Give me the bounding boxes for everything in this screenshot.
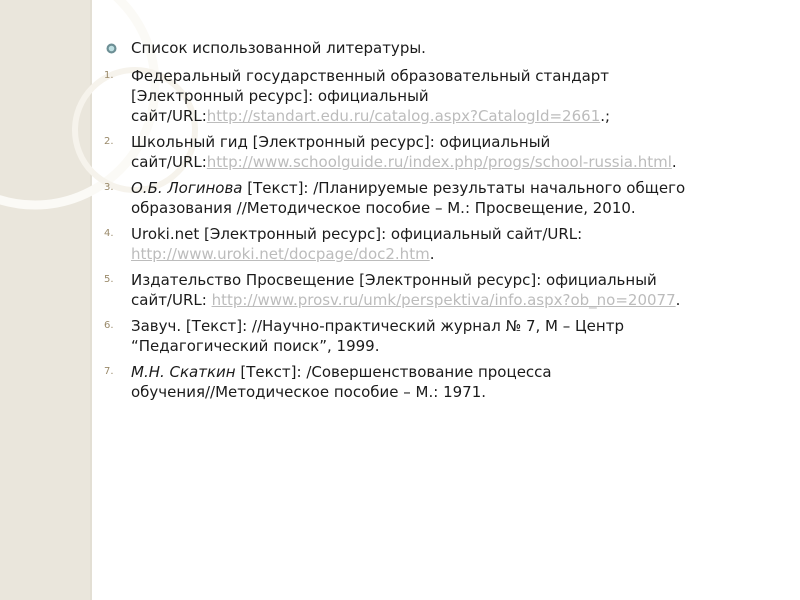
list-item-number: 6.	[104, 320, 114, 331]
list-item-text: сайт/URL:	[131, 291, 212, 309]
list-item-number: 5.	[104, 274, 114, 285]
list-item-text: Uroki.net [Электронный ресурс]: официальный сайт/URL:	[131, 225, 583, 243]
list-item	[104, 178, 754, 218]
list-item-suffix: .	[429, 245, 435, 263]
list-item-author: М.Н. Скаткин	[131, 363, 236, 381]
list-item-text: образования //Методическое пособие – М.: Просвещение, 2010.	[131, 199, 636, 217]
list-item	[104, 316, 754, 356]
list-item-text: “Педагогический поиск”, 1999.	[131, 337, 380, 355]
list-item-text: [Текст]: /Совершенствование процесса	[235, 363, 552, 381]
list-item-number: 3.	[104, 182, 114, 193]
list-item-text: Издательство Просвещение [Электронный ресурс]: официальный	[131, 271, 657, 289]
list-item	[104, 132, 754, 172]
list-item-number: 7.	[104, 366, 114, 377]
list-item-text: [Электронный ресурс]: официальный	[131, 87, 429, 105]
list-item-suffix: .	[675, 291, 681, 309]
list-item-number: 1.	[104, 70, 114, 81]
circle-bullet-icon	[106, 43, 117, 54]
list-item-suffix: .;	[600, 107, 611, 125]
list-item	[104, 66, 754, 126]
list-item	[104, 224, 754, 264]
list-item-text: сайт/URL:	[131, 153, 207, 171]
list-item-text: сайт/URL:	[131, 107, 207, 125]
reference-link[interactable]: http://www.prosv.ru/umk/perspektiva/info.aspx?ob_no=20077	[211, 291, 676, 309]
list-item-number: 4.	[104, 228, 114, 239]
bibliography-title: Список использованной литературы.	[131, 39, 426, 57]
list-item-text: Школьный гид [Электронный ресурс]: официальный	[131, 133, 551, 151]
list-item	[104, 362, 754, 402]
list-item	[104, 270, 754, 310]
bibliography	[104, 38, 754, 408]
reference-link[interactable]: http://www.uroki.net/docpage/doc2.htm	[131, 245, 430, 263]
list-item-text: Федеральный государственный образовательный стандарт	[131, 67, 610, 85]
list-item-number: 2.	[104, 136, 114, 147]
reference-link[interactable]: http://standart.edu.ru/catalog.aspx?CatalogId=2661	[206, 107, 601, 125]
list-item-suffix: .	[671, 153, 677, 171]
list-item-text: Завуч. [Текст]: //Научно-практический журнал № 7, М – Центр	[131, 317, 624, 335]
bibliography-heading-row	[104, 38, 754, 58]
list-item-author: О.Б. Логинова	[131, 179, 243, 197]
reference-link[interactable]: http://www.schoolguide.ru/index.php/progs/school-russia.html	[206, 153, 672, 171]
list-item-text: обучения//Методическое пособие – М.: 1971.	[131, 383, 487, 401]
list-item-text: [Текст]: /Планируемые результаты начального общего	[242, 179, 686, 197]
